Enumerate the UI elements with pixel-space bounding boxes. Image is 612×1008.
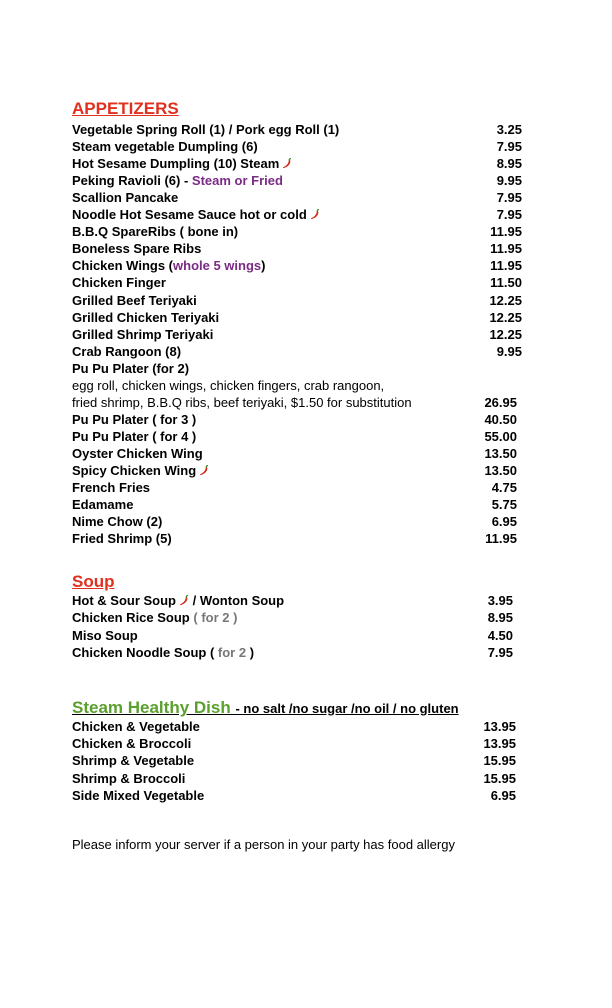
menu-item-name-suffix: ) bbox=[246, 644, 255, 660]
menu-item-name-text: Miso Soup bbox=[72, 627, 138, 643]
steam-healthy-heading bbox=[72, 698, 459, 718]
menu-item-name-text: B.B.Q SpareRibs ( bone in) bbox=[72, 224, 239, 240]
menu-item-name bbox=[72, 257, 265, 274]
menu-item-name-text: Chicken Rice Soup bbox=[72, 610, 194, 626]
menu-item-name bbox=[72, 309, 219, 326]
menu-item-name bbox=[72, 155, 292, 172]
menu-item-name-text: Pu Pu Plater ( for 4 ) bbox=[72, 428, 197, 444]
menu-item-row bbox=[72, 394, 532, 411]
menu-item-price: 3.95 bbox=[487, 593, 513, 608]
menu-item-row bbox=[72, 718, 532, 735]
menu-item-price: 5.75 bbox=[491, 497, 517, 513]
menu-item-price: 15.95 bbox=[483, 770, 516, 786]
menu-item-price: 13.95 bbox=[483, 719, 516, 734]
menu-item-name-option: Steam or Fried bbox=[191, 173, 283, 189]
menu-item-row bbox=[72, 411, 532, 428]
menu-item-name bbox=[72, 770, 185, 787]
menu-item-name-text: Grilled Chicken Teriyaki bbox=[72, 309, 220, 325]
menu-item-name-text: Fried Shrimp (5) bbox=[72, 531, 172, 547]
menu-item-name-text: Crab Rangoon (8) bbox=[72, 343, 182, 359]
menu-item-name-text: Vegetable Spring Roll (1) / Pork egg Roll (1) bbox=[72, 122, 340, 137]
menu-item-name-text: Grilled Beef Teriyaki bbox=[72, 292, 197, 308]
menu-item-row bbox=[72, 770, 532, 787]
menu-item-name bbox=[72, 189, 178, 206]
menu-item-name-text: Hot & Sour Soup bbox=[72, 593, 176, 608]
menu-item-name-text: Boneless Spare Ribs bbox=[72, 241, 202, 257]
allergy-note: Please inform your server if a person in your party has food allergy bbox=[72, 837, 455, 852]
menu-item-price: 7.95 bbox=[487, 644, 513, 660]
menu-item-name bbox=[72, 428, 196, 445]
menu-item-price: 8.95 bbox=[487, 610, 513, 626]
menu-item-name-text: French Fries bbox=[72, 480, 151, 496]
menu-item-row bbox=[72, 274, 532, 291]
menu-item-name-text: Noodle Hot Sesame Sauce hot or cold bbox=[72, 207, 307, 223]
menu-item-name-option: whole 5 wings bbox=[173, 258, 262, 274]
appetizers-heading: APPETIZERS bbox=[72, 99, 179, 118]
menu-item-price: 3.25 bbox=[496, 122, 522, 137]
menu-item-row bbox=[72, 138, 532, 155]
menu-item-row bbox=[72, 735, 532, 752]
menu-item-row bbox=[72, 292, 532, 309]
menu-item-row bbox=[72, 326, 532, 343]
menu-item-price: 4.75 bbox=[491, 480, 517, 496]
menu-item-price: 4.50 bbox=[487, 627, 513, 643]
menu-item-row bbox=[72, 240, 532, 257]
menu-item-row bbox=[72, 479, 532, 496]
menu-item-row bbox=[72, 787, 532, 804]
menu-item-row bbox=[72, 428, 532, 445]
menu-item-name bbox=[72, 592, 284, 609]
menu-item-price: 11.50 bbox=[490, 275, 522, 291]
menu-item-price: 13.50 bbox=[484, 445, 517, 461]
menu-item-name bbox=[72, 462, 209, 479]
menu-item-row bbox=[72, 377, 532, 394]
menu-item-row bbox=[72, 257, 532, 274]
menu-item-row bbox=[72, 445, 532, 462]
menu-item-name-text: Spicy Chicken Wing bbox=[72, 463, 197, 478]
soup-heading: Soup bbox=[72, 572, 115, 591]
menu-item-name-text: Chicken & Broccoli bbox=[72, 736, 192, 752]
menu-item-row bbox=[72, 223, 532, 240]
menu-item-name-text: fried shrimp, B.B.Q ribs, beef teriyaki, $1.50 for substitution bbox=[72, 394, 412, 410]
menu-item-price: 11.95 bbox=[490, 258, 522, 274]
menu-item-name bbox=[72, 121, 339, 138]
menu-item-name bbox=[72, 735, 191, 752]
menu-item-name bbox=[72, 513, 162, 530]
menu-item-price: 11.95 bbox=[485, 531, 517, 547]
menu-item-name-text: Shrimp & Vegetable bbox=[72, 753, 195, 769]
menu-item-name bbox=[72, 292, 197, 309]
menu-item-row bbox=[72, 309, 532, 326]
menu-item-name bbox=[72, 274, 166, 291]
menu-item-row bbox=[72, 592, 532, 609]
menu-item-name-text: Nime Chow (2) bbox=[72, 514, 163, 530]
menu-item-price: 55.00 bbox=[484, 428, 517, 444]
menu-item-row bbox=[72, 530, 532, 547]
menu-item-row bbox=[72, 627, 532, 644]
menu-item-name bbox=[72, 377, 384, 394]
menu-item-row bbox=[72, 189, 532, 206]
menu-item-name bbox=[72, 206, 320, 223]
menu-item-row bbox=[72, 121, 532, 138]
chili-pepper-icon bbox=[282, 158, 292, 169]
menu-item-name bbox=[72, 752, 194, 769]
menu-item-name bbox=[72, 718, 200, 735]
menu-item-price: 9.95 bbox=[496, 343, 522, 359]
menu-item-name-text: Scallion Pancake bbox=[72, 190, 179, 206]
menu-item-row bbox=[72, 360, 532, 377]
menu-item-price: 7.95 bbox=[496, 139, 522, 155]
menu-item-name-text: Edamame bbox=[72, 497, 134, 513]
menu-item-price: 11.95 bbox=[490, 224, 522, 240]
menu-item-name bbox=[72, 627, 138, 644]
menu-item-row bbox=[72, 513, 532, 530]
menu-item-name bbox=[72, 172, 283, 189]
menu-item-price: 6.95 bbox=[491, 514, 517, 530]
menu-item-price: 40.50 bbox=[484, 411, 517, 427]
menu-item-name-text: Shrimp & Broccoli bbox=[72, 770, 186, 786]
menu-item-name-text: Grilled Shrimp Teriyaki bbox=[72, 326, 214, 342]
menu-item-price: 8.95 bbox=[496, 156, 522, 172]
chili-pepper-icon bbox=[179, 595, 189, 606]
menu-item-price: 9.95 bbox=[496, 173, 522, 189]
menu-item-row bbox=[72, 155, 532, 172]
menu-item-price: 13.95 bbox=[483, 736, 516, 752]
chili-pepper-icon bbox=[310, 209, 320, 220]
menu-item-row bbox=[72, 462, 532, 479]
menu-item-name-text: Side Mixed Vegetable bbox=[72, 787, 205, 803]
menu-item-name-text: Peking Ravioli (6) - bbox=[72, 173, 192, 189]
menu-item-price: 12.25 bbox=[489, 326, 522, 342]
menu-item-row bbox=[72, 752, 532, 769]
menu-item-price: 26.95 bbox=[484, 394, 517, 410]
menu-item-price: 15.95 bbox=[483, 753, 516, 769]
menu-item-row bbox=[72, 644, 532, 661]
menu-item-name bbox=[72, 343, 181, 360]
menu-item-name-text: Chicken Finger bbox=[72, 275, 166, 291]
chili-pepper-icon bbox=[199, 465, 209, 476]
menu-item-row bbox=[72, 172, 532, 189]
menu-item-price: 12.25 bbox=[489, 309, 522, 325]
menu-item-name-text: Chicken Noodle Soup ( bbox=[72, 644, 218, 660]
menu-item-name-text: Chicken Wings ( bbox=[72, 258, 174, 274]
menu-item-name bbox=[72, 530, 172, 547]
menu-item-row bbox=[72, 343, 532, 360]
menu-item-name bbox=[72, 787, 204, 804]
menu-item-name-suffix: / Wonton Soup bbox=[189, 593, 285, 608]
menu-item-row bbox=[72, 609, 532, 626]
menu-item-price: 13.50 bbox=[484, 463, 517, 478]
menu-item-name-text: Pu Pu Plater ( for 3 ) bbox=[72, 411, 197, 427]
menu-item-name-text: Oyster Chicken Wing bbox=[72, 445, 203, 461]
menu-item-name bbox=[72, 360, 189, 377]
menu-item-name bbox=[72, 496, 133, 513]
menu-item-name bbox=[72, 609, 237, 626]
menu-item-name-option: ( for 2 ) bbox=[193, 610, 238, 626]
menu-item-name-text: Hot Sesame Dumpling (10) Steam bbox=[72, 156, 280, 172]
menu-item-price: 11.95 bbox=[490, 241, 522, 257]
menu-item-price: 7.95 bbox=[496, 190, 522, 206]
menu-item-name bbox=[72, 644, 254, 661]
menu-item-row bbox=[72, 206, 532, 223]
menu-item-price: 7.95 bbox=[496, 207, 522, 223]
menu-item-row bbox=[72, 496, 532, 513]
menu-item-name-text: Steam vegetable Dumpling (6) bbox=[72, 139, 258, 155]
menu-item-name bbox=[72, 326, 213, 343]
menu-item-name-option: for 2 bbox=[217, 644, 247, 660]
menu-item-name-text: Chicken & Vegetable bbox=[72, 719, 200, 734]
menu-item-name bbox=[72, 223, 238, 240]
menu-item-name bbox=[72, 479, 150, 496]
menu-item-name bbox=[72, 240, 201, 257]
menu-item-name bbox=[72, 138, 258, 155]
menu-item-name bbox=[72, 411, 196, 428]
steam-heading-note: - no salt /no sugar /no oil / no gluten bbox=[235, 701, 459, 716]
steam-heading-title: Steam Healthy Dish bbox=[72, 698, 236, 717]
menu-item-name bbox=[72, 394, 412, 411]
menu-item-name-text: egg roll, chicken wings, chicken fingers, crab rangoon, bbox=[72, 377, 385, 393]
menu-item-name bbox=[72, 445, 203, 462]
menu-item-price: 6.95 bbox=[490, 787, 516, 803]
menu-item-price: 12.25 bbox=[489, 292, 522, 308]
menu-item-name-text: Pu Pu Plater (for 2) bbox=[72, 360, 190, 376]
menu-item-name-suffix: ) bbox=[261, 258, 266, 274]
